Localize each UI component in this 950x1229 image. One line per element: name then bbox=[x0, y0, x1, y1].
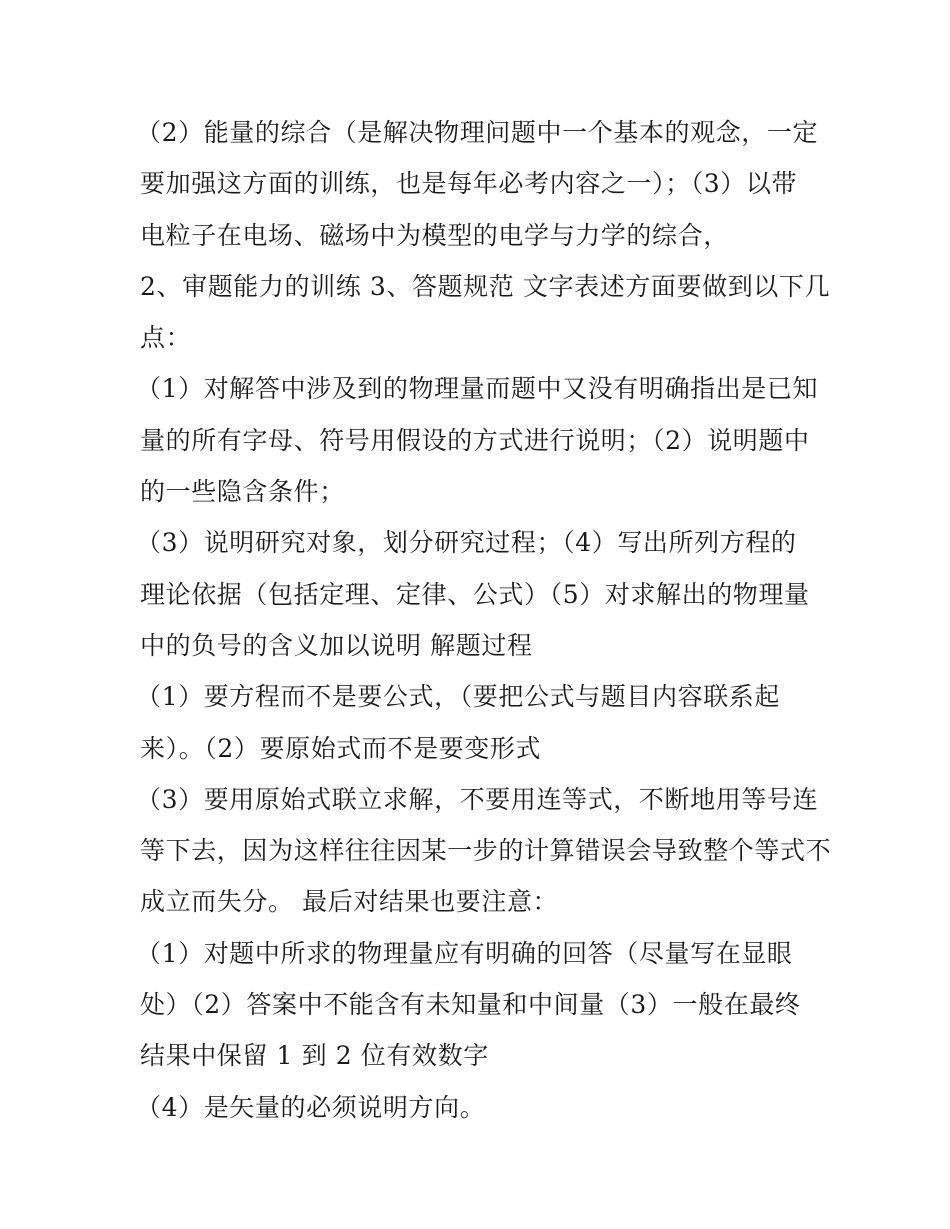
text-line: 量的所有字母、符号用假设的方式进行说明；（2）说明题中 bbox=[140, 425, 810, 455]
text-line: 中的负号的含义加以说明 解题过程 bbox=[140, 630, 533, 660]
text-line: （1）对题中所求的物理量应有明确的回答（尽量写在显眼 bbox=[136, 938, 793, 968]
text-line: 来）。（2）要原始式而不是要变形式 bbox=[140, 733, 542, 763]
text-line: 电粒子在电场、磁场中为模型的电学与力学的综合， bbox=[140, 220, 729, 250]
text-line: （3）说明研究对象，划分研究过程；（4）写出所列方程的 bbox=[136, 528, 797, 558]
text-line: （1）对解答中涉及到的物理量而题中又没有明确指出是已知 bbox=[136, 374, 819, 404]
text-line: 理论依据（包括定理、定律、公式）（5）对求解出的物理量 bbox=[140, 579, 810, 609]
text-line: 的一些隐含条件； bbox=[140, 477, 345, 507]
text-line: 2、审题能力的训练 3、答题规范 文字表述方面要做到以下几 bbox=[140, 271, 831, 301]
text-line: 等下去，因为这样往往因某一步的计算错误会导致整个等式不 bbox=[140, 836, 832, 866]
text-line: （4）是矢量的必须说明方向。 bbox=[136, 1092, 486, 1122]
text-line: 处）（2）答案中不能含有未知量和中间量（3）一般在最终 bbox=[140, 990, 801, 1020]
document-body bbox=[136, 107, 832, 1133]
text-line: （1）要方程而不是要公式，（要把公式与题目内容联系起 bbox=[136, 682, 781, 712]
text-line: 结果中保留 1 到 2 位有效数字 bbox=[140, 1041, 489, 1071]
text-line: 要加强这方面的训练，也是每年必考内容之一）；（3）以带 bbox=[140, 169, 798, 199]
text-line: （2）能量的综合（是解决物理问题中一个基本的观念，一定 bbox=[136, 118, 819, 147]
text-line: （3）要用原始式联立求解，不要用连等式，不断地用等号连 bbox=[136, 784, 819, 814]
text-line: 点： bbox=[140, 323, 192, 353]
text-line: 成立而失分。 最后对结果也要注意： bbox=[140, 887, 559, 917]
